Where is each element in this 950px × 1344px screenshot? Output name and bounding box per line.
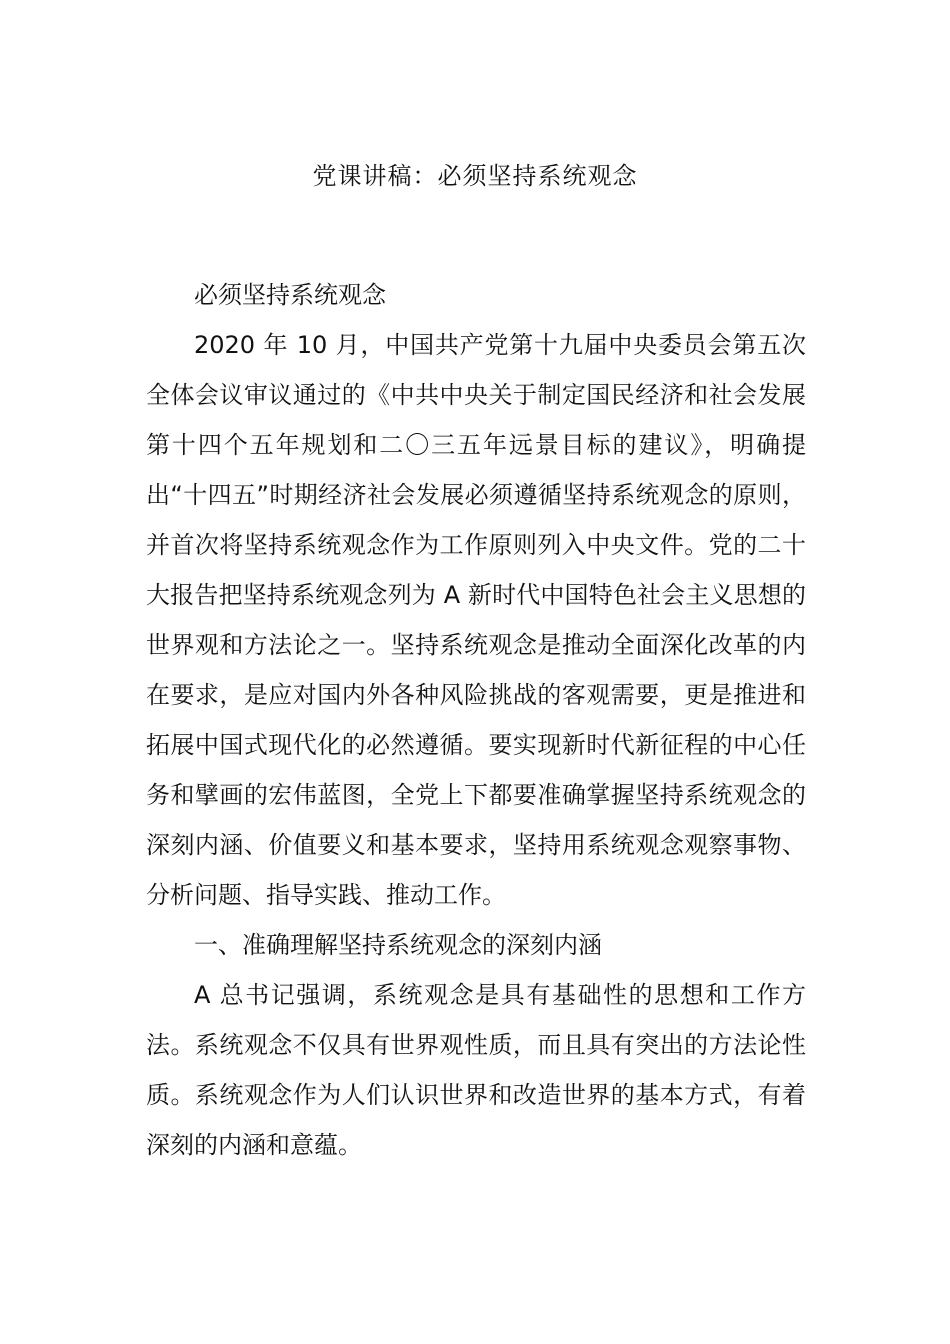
- paragraph-subtitle: 必须坚持系统观念: [194, 281, 386, 309]
- section-heading: 一、准确理解坚持系统观念的深刻内涵: [194, 931, 602, 959]
- paragraph-intro: 2020 年 10 月，中国共产党第十九届中央委员会第五次全体会议审议通过的《中共中央关于制定国民经济和社会发展第十四个五年规划和二〇三五年远景目标的建议》，明确提出“十四五”时期经济社会发展必须遵循坚持系统观念的原则，并首次将坚持系统观念作为工作原则列入中央文件。党的二十大报告把坚持系统观念列为 A 新时代中国特色社会主义思想的世界观和方法论之一。坚持系统观念是推动全面深化改革的内在要求，是应对国内外各种风险挑战的客观需要，更是推进和拓展中国式现代化的必然遵循。要实现新时代新征程的中心任务和擘画的宏伟蓝图，全党上下都要准确掌握坚持系统观念的深刻内涵、价值要义和基本要求，坚持用系统观念观察事物、分析问题、指导实践、推动工作。: [146, 331, 806, 909]
- paragraph-section-1: A 总书记强调，系统观念是具有基础性的思想和工作方法。系统观念不仅具有世界观性质，而且具有突出的方法论性质。系统观念作为人们认识世界和改造世界的基本方式，有着深刻的内涵和意蕴。: [146, 981, 806, 1159]
- document-body: [146, 270, 806, 1170]
- document-title: 党课讲稿：必须坚持系统观念: [312, 162, 638, 190]
